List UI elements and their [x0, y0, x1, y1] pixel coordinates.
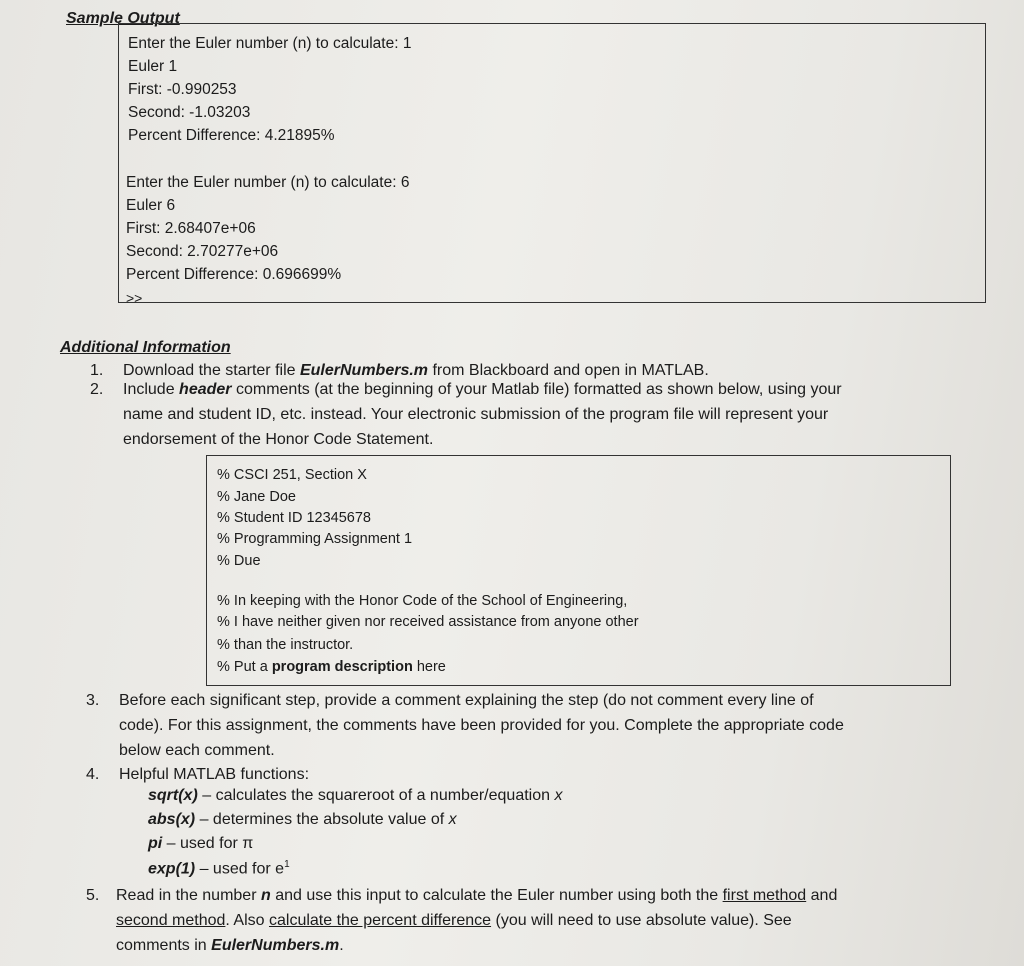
list-item: [86, 688, 986, 766]
console-line: Enter the Euler number (n) to calculate: 1: [128, 35, 412, 52]
comment-line: % In keeping with the Honor Code of the School of Engineering,: [217, 593, 628, 609]
function-abs: abs(x) – determines the absolute value of x: [148, 811, 457, 828]
console-line: Second: -1.03203: [128, 104, 251, 121]
comment-line: % Due: [217, 553, 261, 569]
comment-line: % CSCI 251, Section X: [217, 467, 367, 483]
sample-output-console: [118, 23, 986, 306]
console-line: Second: 2.70277e+06: [126, 243, 279, 260]
console-line: Enter the Euler number (n) to calculate: 6: [126, 174, 410, 191]
comment-line: % than the instructor.: [217, 637, 354, 653]
list-number: 5.: [86, 887, 100, 904]
comment-line: % Jane Doe: [217, 489, 296, 505]
function-pi: pi – used for π: [148, 835, 254, 852]
list-item: [86, 762, 986, 788]
list-number: 1.: [90, 362, 104, 379]
console-line: First: 2.68407e+06: [126, 220, 256, 237]
list-item: [86, 883, 986, 961]
list-text: Download the starter file EulerNumbers.m from Blackboard and open in MATLAB.: [123, 362, 709, 379]
function-sqrt: sqrt(x) – calculates the squareroot of a number/equation x: [148, 787, 563, 804]
filename: EulerNumbers.m: [299, 362, 429, 379]
comment-line: % Put a program description here: [217, 659, 446, 675]
console-line: First: -0.990253: [128, 81, 237, 98]
list-text: Include header comments (at the beginning of your Matlab file) formatted as shown below, using your name and student ID, etc. instead. Your electronic submission of the program file will represent your endorsement of the Honor Code Statement.: [123, 381, 842, 448]
list-text: Helpful MATLAB functions:: [119, 766, 310, 783]
list-number: 4.: [86, 766, 100, 783]
comment-line: % Student ID 12345678: [217, 510, 371, 526]
comment-line: % I have neither given nor received assistance from anyone other: [217, 614, 639, 630]
console-line: Euler 6: [126, 197, 176, 214]
list-text: Read in the number n and use this input to calculate the Euler number using both the first method and second method. Also calculate the percent difference (you will need to use absolute value). See comments in EulerNumbers.m.: [116, 887, 838, 954]
console-line: Percent Difference: 0.696699%: [126, 266, 342, 283]
console-line: Euler 1: [128, 58, 178, 75]
list-text: Before each significant step, provide a comment explaining the step (do not comment every line of code). For this assignment, the comments have been provided for you. Complete the appropriate code below each comment.: [119, 692, 844, 759]
comment-line: % Programming Assignment 1: [217, 531, 413, 547]
list-number: 2.: [90, 381, 104, 398]
list-item: [90, 377, 990, 455]
list-number: 3.: [86, 692, 100, 709]
console-prompt: >>: [126, 290, 143, 306]
console-line: Percent Difference: 4.21895%: [128, 127, 335, 144]
header-comment-box: [206, 455, 951, 686]
additional-info-heading: Additional Information: [60, 339, 231, 356]
function-exp: exp(1) – used for $e^1$: [148, 859, 290, 878]
sample-output-heading: Sample Output: [66, 10, 180, 27]
